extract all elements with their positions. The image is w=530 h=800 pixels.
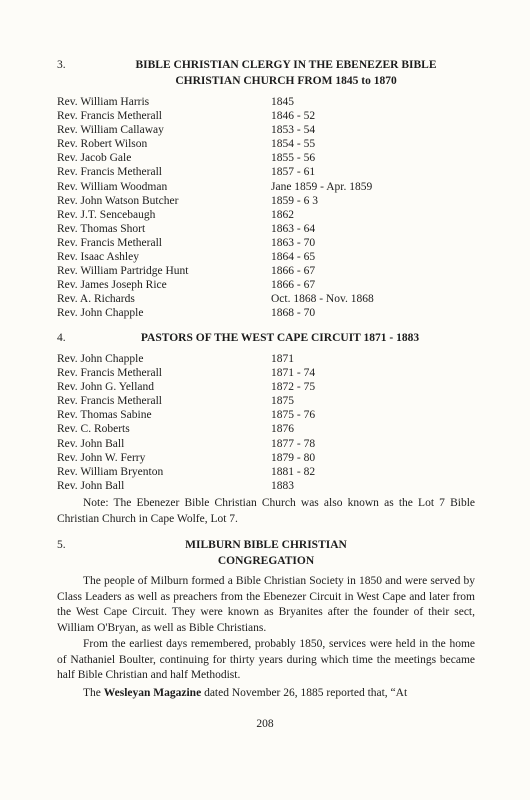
- clergy-name: Rev. Thomas Sabine: [57, 409, 152, 422]
- roster-row: [57, 95, 477, 109]
- clergy-name: Rev. J.T. Sencebaugh: [57, 208, 156, 221]
- roster-row: [57, 109, 477, 123]
- clergy-name: Rev. William Partridge Hunt: [57, 265, 189, 278]
- section-3-title-line-1: BIBLE CHRISTIAN CLERGY IN THE EBENEZER BIBLE: [135, 59, 437, 71]
- section-5-paragraph-2: From the earliest days remembered, probably 1850, services were held in the home of Nathaniel Boulter, continuing for thirty years during which time the meetings became half Bible Christian and half Methodist.: [57, 638, 475, 682]
- section-5-number: 5.: [57, 539, 66, 551]
- service-years: 1859 - 6 3: [271, 194, 318, 207]
- clergy-name: Rev. William Woodman: [57, 180, 168, 193]
- section-5-paragraph-3: [57, 686, 475, 702]
- service-years: 1846 - 52: [271, 110, 316, 123]
- section-5-title-line-2: CONGREGATION: [217, 555, 315, 567]
- section-4-number: 4.: [57, 332, 66, 344]
- clergy-name: Rev. John Chapple: [57, 353, 144, 365]
- section-3-number: 3.: [57, 59, 66, 71]
- roster-row: [57, 165, 477, 179]
- service-years: 1862: [271, 208, 294, 221]
- clergy-name: Rev. C. Roberts: [57, 423, 130, 436]
- clergy-name: Rev. Jacob Gale: [57, 152, 132, 165]
- roster-row: [57, 278, 477, 292]
- service-years: Jane 1859 - Apr. 1859: [271, 180, 373, 193]
- clergy-name: Rev. Francis Metherall: [57, 367, 162, 380]
- roster-row: [57, 422, 477, 436]
- roster-row: [57, 194, 477, 208]
- service-years: 1857 - 61: [271, 166, 316, 179]
- roster-row: [57, 208, 477, 222]
- service-years: 1853 - 54: [271, 124, 316, 137]
- clergy-name: Rev. A. Richards: [57, 293, 135, 306]
- clergy-name: Rev. William Bryenton: [57, 465, 164, 478]
- service-years: 1871: [271, 353, 294, 365]
- service-years: 1875 - 76: [271, 409, 316, 422]
- roster-row: [57, 451, 477, 465]
- clergy-name: Rev. William Harris: [57, 96, 150, 108]
- section-4-heading: [57, 330, 475, 346]
- roster-row: [57, 437, 477, 451]
- roster-row: [57, 306, 477, 320]
- clergy-name: Rev. John Chapple: [57, 307, 144, 320]
- service-years: 1855 - 56: [271, 152, 316, 165]
- clergy-name: Rev. Thomas Short: [57, 222, 146, 235]
- roster-row: [57, 250, 477, 264]
- clergy-name: Rev. John Watson Butcher: [57, 194, 179, 207]
- clergy-name: Rev. John W. Ferry: [57, 451, 146, 464]
- service-years: 1854 - 55: [271, 138, 316, 151]
- wesleyan-magazine-title: Wesleyan Magazine: [103, 687, 202, 699]
- roster-row: [57, 180, 477, 194]
- roster-row: [57, 394, 477, 408]
- service-years: 1876: [271, 423, 294, 436]
- clergy-name: Rev. Isaac Ashley: [57, 251, 139, 264]
- roster-row: [57, 264, 477, 278]
- section-3-title-line-2: CHRISTIAN CHURCH FROM 1845 to 1870: [175, 75, 397, 87]
- section-3-heading: [57, 57, 475, 89]
- service-years: 1875: [271, 395, 294, 408]
- service-years: 1866 - 67: [271, 279, 316, 292]
- clergy-name: Rev. John Ball: [57, 479, 125, 492]
- section-5-paragraph-1: The people of Milburn formed a Bible Christian Society in 1850 and were served by Class Leaders as well as preachers from the Ebenezer Circuit in West Cape and later from the West Cape Circuit. They were known as Bryanites after the founder of their sect, William O'Bryan, as well as Bible Christians.: [57, 575, 475, 634]
- roster-row: [57, 479, 477, 493]
- clergy-name: Rev. Francis Metherall: [57, 110, 162, 123]
- roster-row: [57, 222, 477, 236]
- clergy-name: Rev. Francis Metherall: [57, 236, 162, 249]
- service-years: 1868 - 70: [271, 307, 316, 320]
- service-years: Oct. 1868 - Nov. 1868: [271, 293, 374, 306]
- service-years: 1877 - 78: [271, 437, 316, 450]
- page-number: 208: [256, 718, 274, 730]
- roster-row: [57, 151, 477, 165]
- section-4-title: PASTORS OF THE WEST CAPE CIRCUIT 1871 - 1883: [140, 332, 420, 344]
- roster-row: [57, 380, 477, 394]
- section-3-clergy-list: [57, 95, 477, 321]
- service-years: 1866 - 67: [271, 265, 316, 278]
- clergy-name: Rev. James Joseph Rice: [57, 279, 167, 292]
- roster-row: [57, 123, 477, 137]
- service-years: 1872 - 75: [271, 381, 316, 394]
- section-4-note: Note: The Ebenezer Bible Christian Church was also known as the Lot 7 Bible Christian Church in Cape Wolfe, Lot 7.: [57, 497, 475, 525]
- section-5-title-line-1: MILBURN BIBLE CHRISTIAN: [185, 539, 347, 551]
- roster-row: [57, 366, 477, 380]
- roster-row: [57, 408, 477, 422]
- service-years: 1863 - 70: [271, 236, 316, 249]
- service-years: 1871 - 74: [271, 367, 316, 380]
- section-4-pastors-list: [57, 352, 477, 493]
- service-years: 1883: [271, 479, 294, 492]
- paragraph-3-lead: The: [83, 687, 104, 699]
- service-years: 1864 - 65: [271, 251, 316, 264]
- service-years: 1845: [271, 96, 294, 108]
- service-years: 1879 - 80: [271, 451, 316, 464]
- section-5-heading: [57, 537, 475, 569]
- roster-row: [57, 465, 477, 479]
- roster-row: [57, 292, 477, 306]
- roster-row: [57, 236, 477, 250]
- service-years: 1863 - 64: [271, 222, 316, 235]
- clergy-name: Rev. Francis Metherall: [57, 395, 162, 408]
- clergy-name: Rev. John G. Yelland: [57, 381, 155, 394]
- paragraph-3-rest: dated November 26, 1885 reported that, “At: [201, 687, 408, 699]
- service-years: 1881 - 82: [271, 465, 316, 478]
- clergy-name: Rev. William Callaway: [57, 124, 164, 137]
- clergy-name: Rev. John Ball: [57, 437, 125, 450]
- clergy-name: Rev. Francis Metherall: [57, 166, 162, 179]
- roster-row: [57, 137, 477, 151]
- roster-row: [57, 352, 477, 366]
- clergy-name: Rev. Robert Wilson: [57, 138, 148, 151]
